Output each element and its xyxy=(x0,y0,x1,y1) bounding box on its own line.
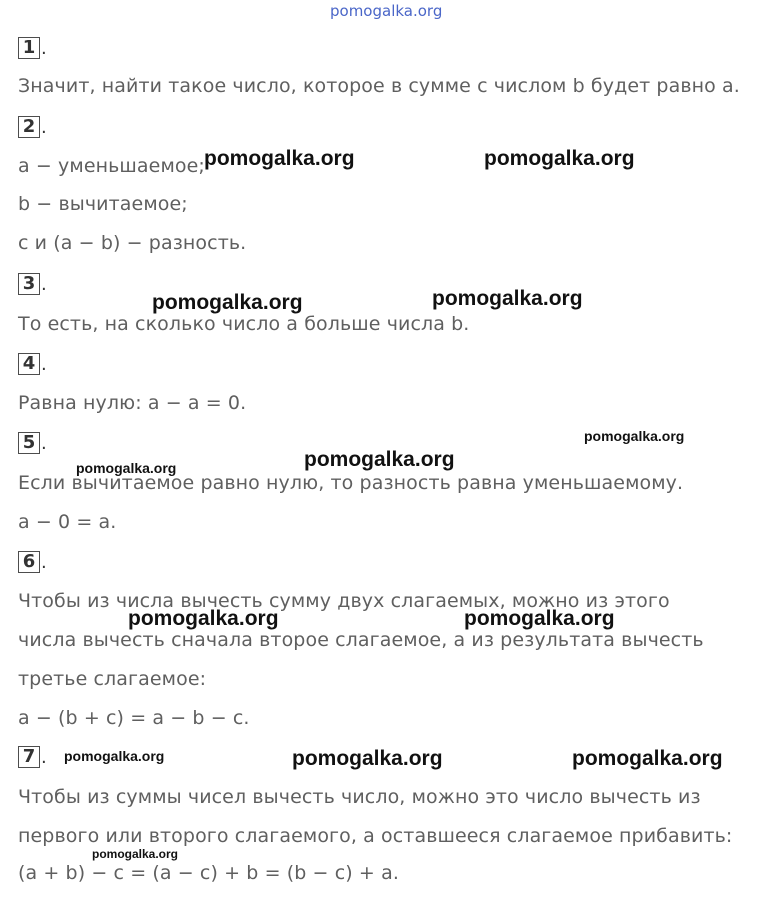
section-dot: . xyxy=(41,117,47,138)
watermark: pomogalka.org xyxy=(304,448,455,471)
section-dot: . xyxy=(41,38,47,59)
watermark: pomogalka.org xyxy=(292,747,443,770)
section-7-line-2: первого или второго слагаемого, а оставшееся слагаемое прибавить: xyxy=(18,825,733,847)
watermark: pomogalka.org xyxy=(76,460,177,476)
section-5-line-2: a − 0 = a. xyxy=(18,511,117,533)
section-2-line-3: c и (a − b) − разность. xyxy=(18,232,247,254)
watermark: pomogalka.org xyxy=(128,607,279,630)
section-7-line-1: Чтобы из суммы чисел вычесть число, можно это число вычесть из xyxy=(18,786,701,808)
watermark: pomogalka.org xyxy=(584,428,685,444)
section-3-line-1: То есть, на сколько число a больше числа b. xyxy=(18,313,470,335)
section-6-line-3: третье слагаемое: xyxy=(18,668,207,690)
section-dot: . xyxy=(41,552,47,573)
section-dot: . xyxy=(41,747,47,768)
section-number-1: 1 xyxy=(18,37,40,59)
section-dot: . xyxy=(41,433,47,454)
watermark: pomogalka.org xyxy=(152,291,303,314)
section-dot: . xyxy=(41,274,47,295)
section-7-line-3: (a + b) − c = (a − c) + b = (b − c) + a. xyxy=(18,862,399,884)
watermark: pomogalka.org xyxy=(484,147,635,170)
section-number-7: 7 xyxy=(18,746,40,768)
section-number-5: 5 xyxy=(18,432,40,454)
watermark: pomogalka.org xyxy=(64,748,165,764)
watermark: pomogalka.org xyxy=(92,847,179,861)
section-number-4: 4 xyxy=(18,353,40,375)
section-number-2: 2 xyxy=(18,116,40,138)
section-2-line-2: b − вычитаемое; xyxy=(18,193,188,215)
section-dot: . xyxy=(41,354,47,375)
section-4-line-1: Равна нулю: a − a = 0. xyxy=(18,392,247,414)
section-6-line-4: a − (b + c) = a − b − c. xyxy=(18,707,250,729)
top-watermark: pomogalka.org xyxy=(330,2,443,20)
watermark: pomogalka.org xyxy=(204,147,355,170)
section-5-line-1: Если вычитаемое равно нулю, то разность равна уменьшаемому. xyxy=(18,472,684,494)
section-number-6: 6 xyxy=(18,551,40,573)
watermark: pomogalka.org xyxy=(572,747,723,770)
section-2-line-1: a − уменьшаемое; xyxy=(18,155,205,177)
section-number-3: 3 xyxy=(18,273,40,295)
watermark: pomogalka.org xyxy=(464,607,615,630)
section-6-line-2: числа вычесть сначала второе слагаемое, а из результата вычесть xyxy=(18,629,704,651)
section-6-line-1: Чтобы из числа вычесть сумму двух слагаемых, можно из этого xyxy=(18,590,670,612)
section-1-line-1: Значит, найти такое число, которое в сумме с числом b будет равно a. xyxy=(18,75,740,97)
watermark: pomogalka.org xyxy=(432,287,583,310)
